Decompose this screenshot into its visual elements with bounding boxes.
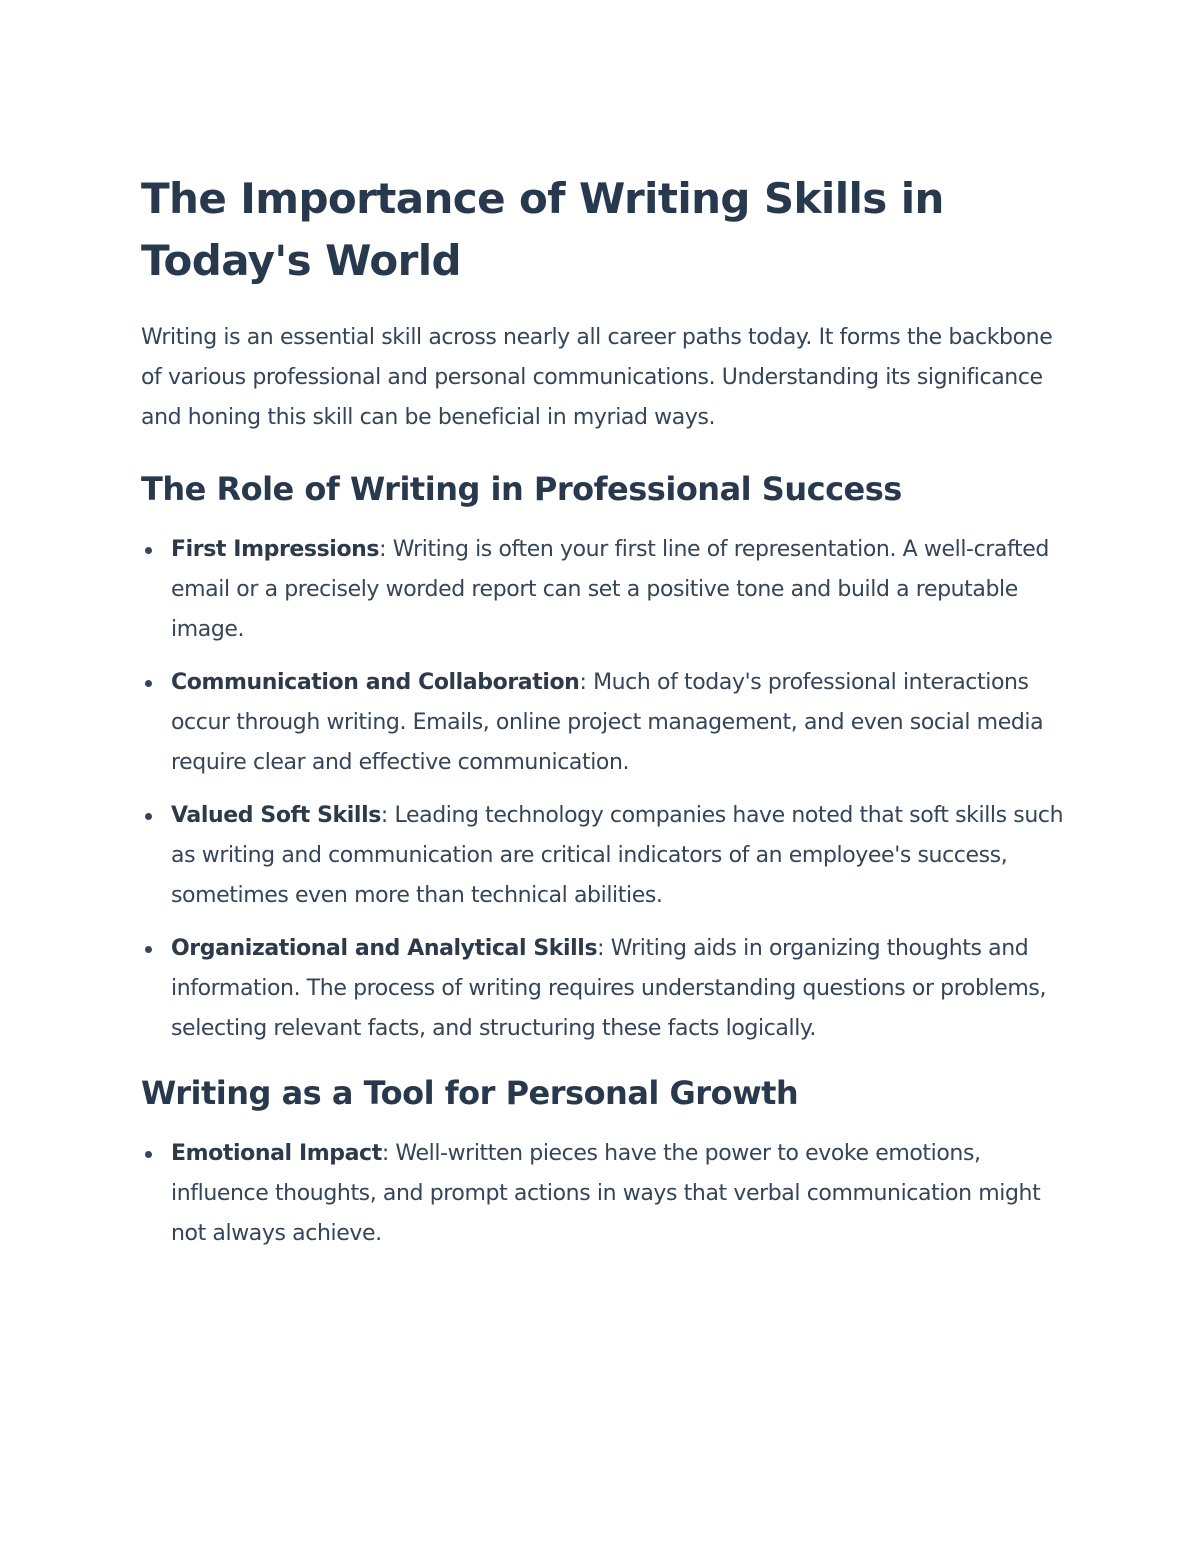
list-item-text: Writing aids in organizing thoughts and information. The process of writing requires understanding questions or problems, selecting relevant facts, and structuring these facts logically. <box>171 936 1047 1041</box>
list-item-term: First Impressions <box>171 537 380 562</box>
list-item-term: Emotional Impact <box>171 1141 382 1166</box>
list-item-text: Writing is often your first line of representation. A well-crafted email or a precisely worded report can set a positive tone and build a reputable image. <box>171 537 1049 642</box>
bullet-icon <box>145 813 152 820</box>
list-item-text: Much of today's professional interactions occur through writing. Emails, online project management, and even social media require clear and effective communication. <box>171 670 1044 775</box>
bullet-icon <box>145 680 152 687</box>
list-item: Emotional Impact: Well-written pieces have the power to evoke emotions, influence thoughts, and prompt actions in ways that verbal communication might not always achieve. <box>141 1134 1066 1254</box>
list-item: Organizational and Analytical Skills: Writing aids in organizing thoughts and information. The process of writing requires understanding questions or problems, selecting relevant facts, and structuring these facts logically. <box>141 929 1066 1049</box>
bullet-icon <box>145 547 152 554</box>
intro-paragraph: Writing is an essential skill across nearly all career paths today. It forms the backbone of various professional and personal communications. Understanding its significance and honing this skill can be beneficial in myriad ways. <box>141 325 1053 430</box>
list-item-term: Valued Soft Skills <box>171 803 381 828</box>
list-item-text: Leading technology companies have noted that soft skills such as writing and communication are critical indicators of an employee's success, sometimes even more than technical abilities. <box>171 803 1064 908</box>
bullet-list-professional <box>141 530 1066 1049</box>
section-heading-personal: Writing as a Tool for Personal Growth <box>141 1074 799 1112</box>
section-heading-professional: The Role of Writing in Professional Success <box>141 470 902 508</box>
list-item: First Impressions: Writing is often your first line of representation. A well-crafted email or a precisely worded report can set a positive tone and build a reputable image. <box>141 530 1066 650</box>
document-page <box>141 168 1066 1274</box>
list-item: Communication and Collaboration: Much of today's professional interactions occur through writing. Emails, online project management, and even social media require clear and effective communication. <box>141 663 1066 783</box>
list-item-term: Organizational and Analytical Skills <box>171 936 598 961</box>
list-item: Valued Soft Skills: Leading technology companies have noted that soft skills such as writing and communication are critical indicators of an employee's success, sometimes even more than technical abilities. <box>141 796 1066 916</box>
page-title: The Importance of Writing Skills in Today's World <box>141 174 944 285</box>
list-item-term: Communication and Collaboration <box>171 670 580 695</box>
bullet-list-personal <box>141 1134 1066 1254</box>
list-item-text: Well-written pieces have the power to evoke emotions, influence thoughts, and prompt actions in ways that verbal communication might not always achieve. <box>171 1141 1041 1246</box>
bullet-icon <box>145 946 152 953</box>
bullet-icon <box>145 1151 152 1158</box>
